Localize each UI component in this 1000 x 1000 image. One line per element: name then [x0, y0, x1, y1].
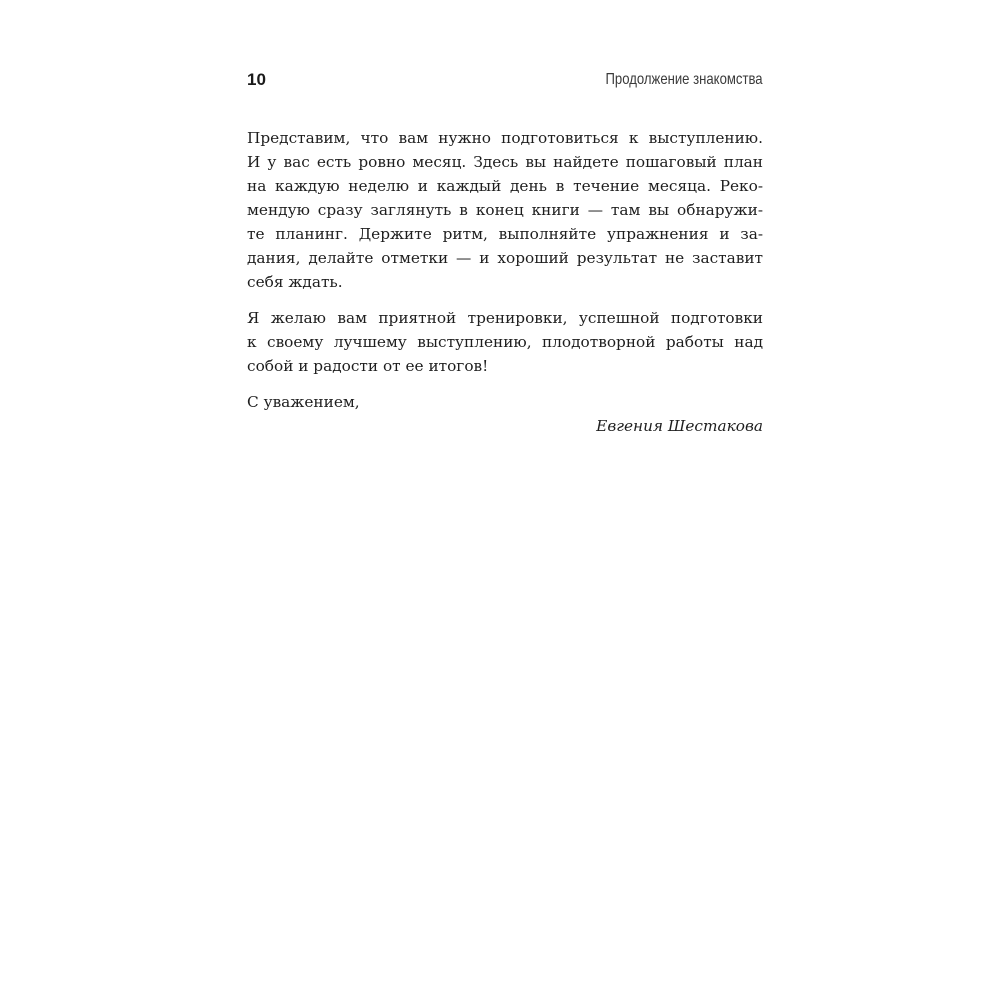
text-line: И у вас есть ровно месяц. Здесь вы найдете пошаговый план: [247, 153, 763, 171]
text-line: к своему лучшему выступлению, плодотворной работы над: [247, 333, 763, 351]
text-line: те планинг. Держите ритм, выполняйте упражнения и за-: [247, 225, 763, 243]
text-line: Я желаю вам приятной тренировки, успешной подготовки: [247, 309, 763, 327]
text-line: Представим, что вам нужно подготовиться к выступлению.: [247, 129, 763, 147]
text-line: себя ждать.: [247, 273, 343, 291]
text-line: собой и радости от ее итогов!: [247, 357, 489, 375]
page-header: [247, 68, 763, 92]
closing-phrase: С уважением,: [247, 393, 360, 411]
running-title: Продолжение знакомства: [605, 71, 763, 88]
page-number: 10: [247, 70, 266, 89]
text-line: дания, делайте отметки — и хороший результат не заставит: [247, 249, 763, 267]
author-signature: Евгения Шестакова: [596, 417, 763, 435]
text-line: на каждую неделю и каждый день в течение месяца. Реко-: [247, 177, 763, 195]
paragraph-intro: [247, 126, 763, 294]
body-text: [247, 126, 763, 450]
closing-block: [247, 390, 763, 438]
text-line: мендую сразу заглянуть в конец книги — там вы обнаружи-: [247, 201, 763, 219]
paragraph-wishes: [247, 306, 763, 378]
